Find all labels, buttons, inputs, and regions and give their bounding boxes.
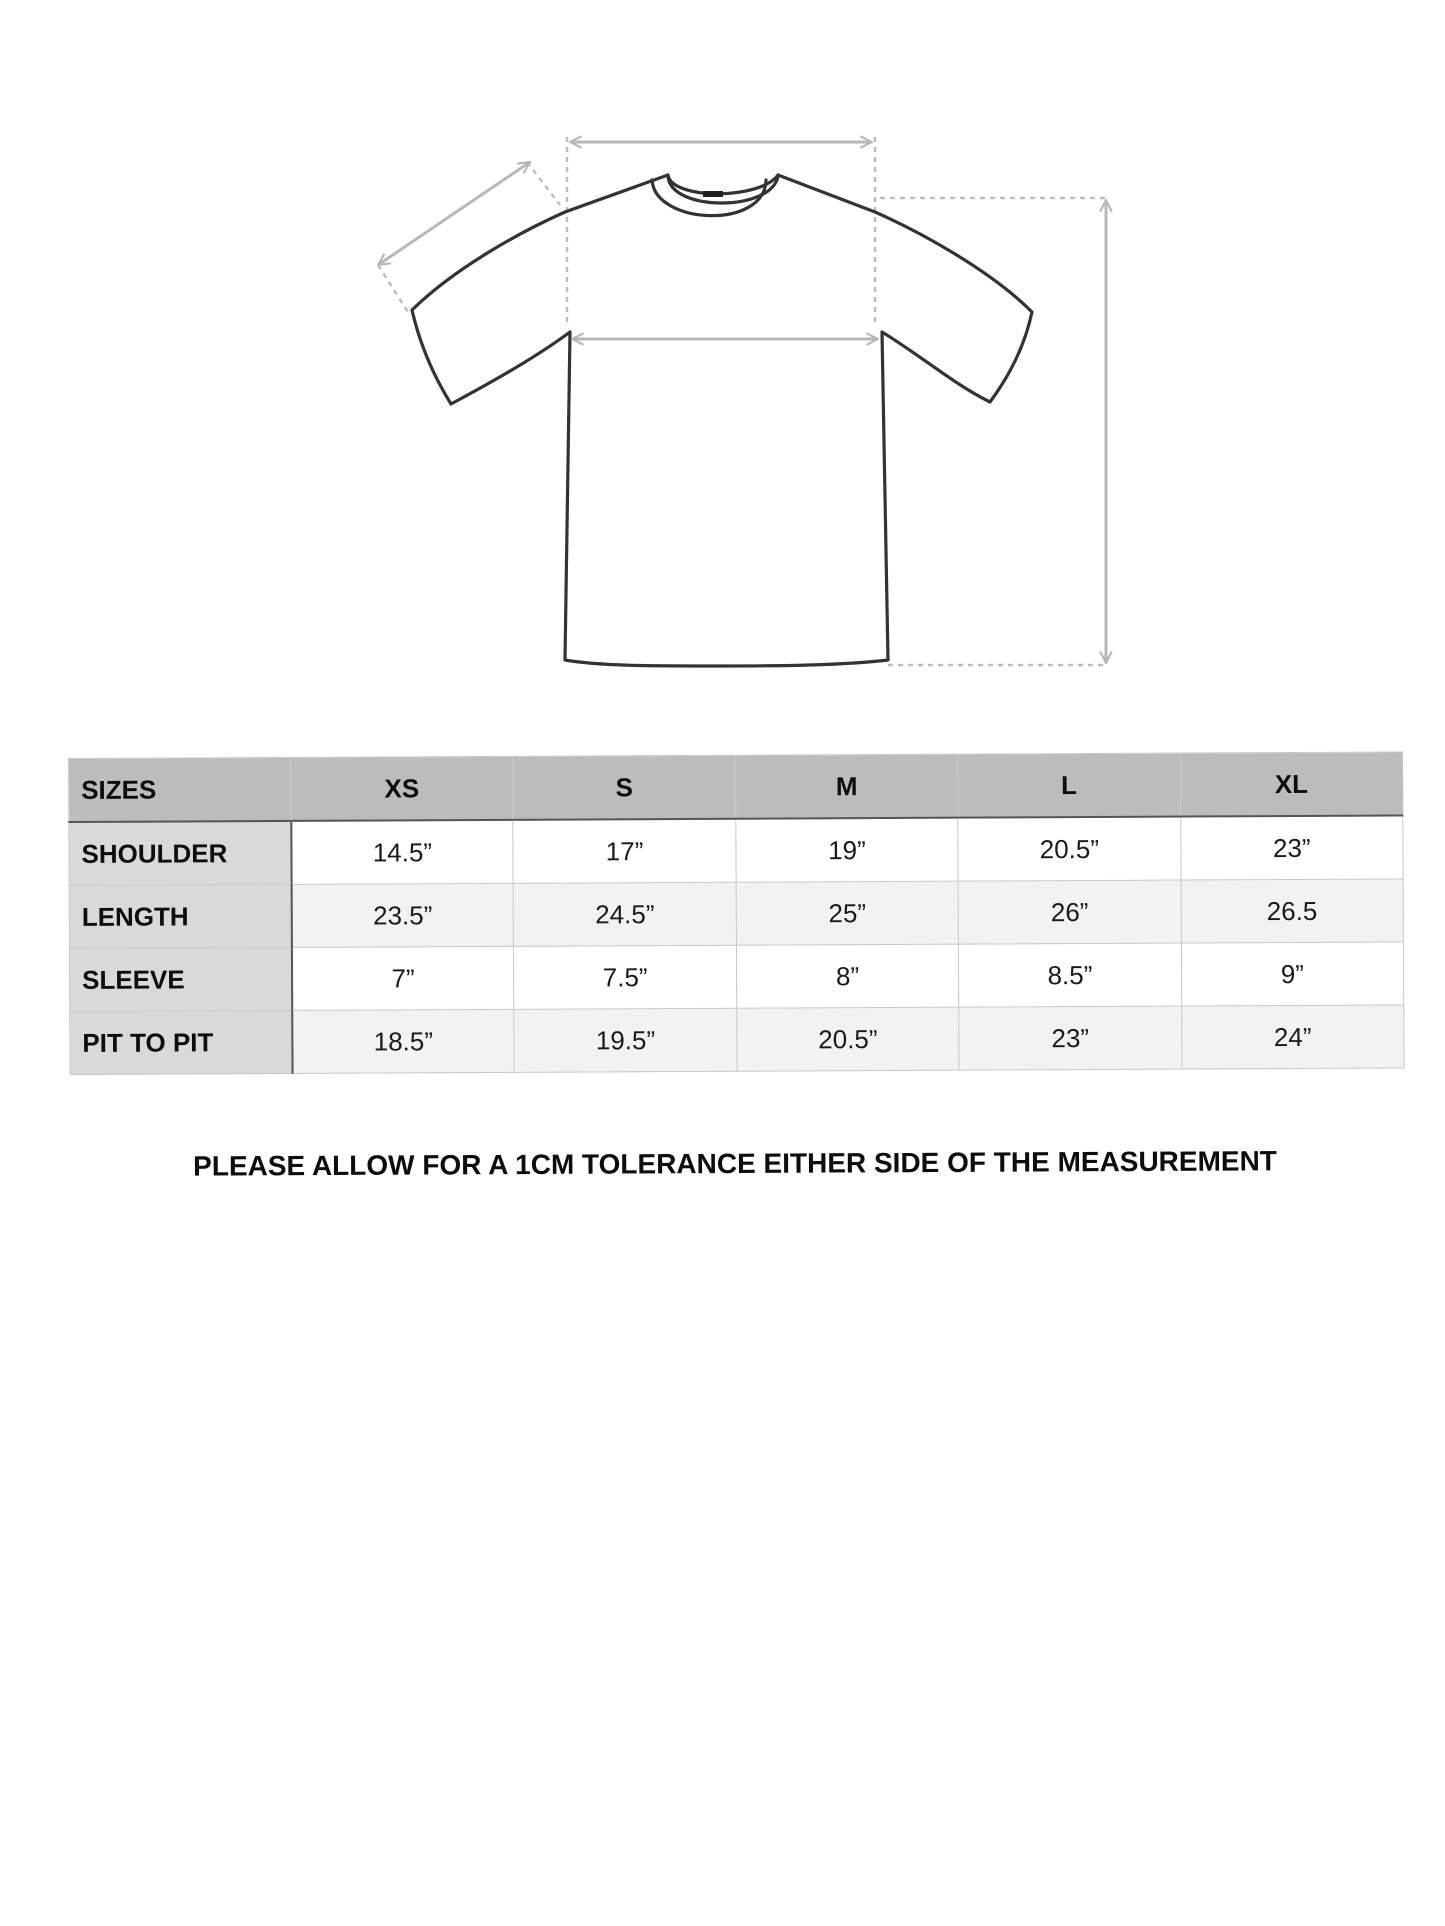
sizes-corner-label: SIZES — [69, 757, 291, 822]
measurement-row-length — [69, 879, 1403, 949]
size-header-row — [69, 752, 1403, 822]
table-cell: 20.5” — [958, 817, 1181, 882]
table-cell: 20.5” — [737, 1007, 960, 1071]
row-label: SHOULDER — [69, 821, 291, 886]
measurement-row-pit-to-pit — [70, 1005, 1404, 1075]
measurement-row-sleeve — [69, 942, 1403, 1012]
tshirt-measurement-diagram — [0, 0, 1445, 720]
table-cell: 8” — [736, 944, 959, 1008]
table-cell: 23” — [1180, 815, 1403, 880]
table-cell: 8.5” — [959, 943, 1182, 1007]
table-cell: 26.5 — [1181, 879, 1404, 943]
tolerance-note: PLEASE ALLOW FOR A 1CM TOLERANCE EITHER SIDE OF THE MEASUREMENT — [193, 1145, 1277, 1182]
sleeve-arrow — [378, 162, 530, 265]
tshirt-outline — [412, 175, 1032, 666]
size-column-header: S — [513, 755, 736, 820]
size-column-header: XL — [1180, 752, 1403, 817]
table-cell: 24.5” — [514, 882, 737, 946]
table-cell: 18.5” — [292, 1009, 515, 1073]
size-column-header: L — [958, 753, 1181, 818]
measurement-guides — [378, 137, 1108, 665]
neck-label — [703, 191, 723, 197]
table-cell: 9” — [1181, 942, 1404, 1006]
measurement-arrows — [378, 142, 1106, 663]
table-cell: 7.5” — [514, 945, 737, 1009]
size-column-header: XS — [290, 756, 513, 821]
table-cell: 25” — [736, 881, 959, 945]
size-chart-table — [68, 751, 1405, 1075]
table-cell: 23.5” — [291, 883, 514, 947]
table-cell: 24” — [1181, 1005, 1404, 1069]
table-cell: 23” — [959, 1006, 1182, 1070]
table-cell: 17” — [513, 819, 736, 884]
table-cell: 19.5” — [514, 1008, 737, 1072]
row-label: SLEEVE — [69, 947, 291, 1011]
table-cell: 19” — [736, 818, 959, 883]
measurement-row-shoulder — [69, 815, 1403, 885]
row-label: PIT TO PIT — [70, 1010, 292, 1074]
size-column-header: M — [735, 754, 958, 819]
row-label: LENGTH — [69, 884, 291, 948]
table-cell: 7” — [291, 946, 514, 1010]
table-cell: 14.5” — [291, 820, 514, 885]
table-cell: 26” — [958, 880, 1181, 944]
